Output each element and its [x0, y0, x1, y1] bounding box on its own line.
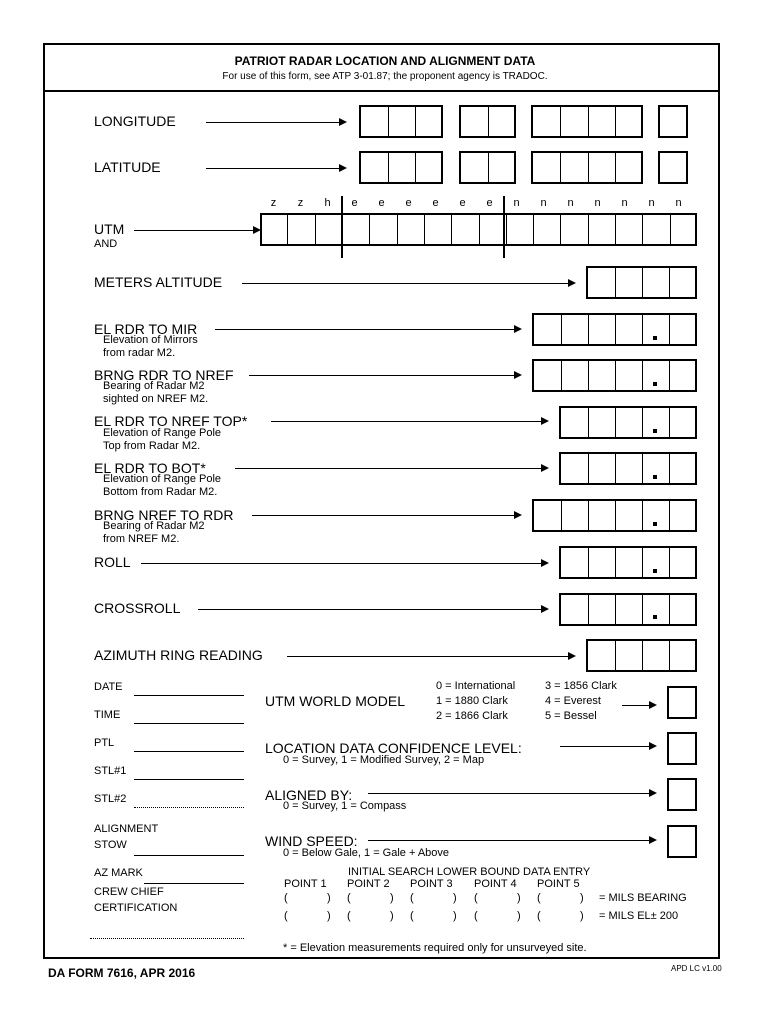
latitude-hemisphere-box[interactable]: [658, 151, 688, 184]
utm-entry-boxes[interactable]: [260, 213, 697, 246]
meters-altitude-arrow: [242, 283, 569, 284]
close-paren: ): [453, 910, 457, 922]
aligned-by-options: 0 = Survey, 1 = Compass: [283, 800, 407, 812]
utm-cell-divider: [479, 215, 480, 244]
el-rdr-bot-label: EL RDR TO BOT*: [94, 460, 206, 476]
decimal-point: [653, 569, 657, 573]
utm-cell-divider: [451, 215, 452, 244]
longitude-arrow: [206, 122, 340, 123]
el-rdr-mir-label: EL RDR TO MIR: [94, 321, 198, 337]
wind-speed-options: 0 = Below Gale, 1 = Gale + Above: [283, 847, 450, 859]
el-rdr-mir-desc: Elevation of Mirrors: [103, 334, 198, 346]
certification-label: CERTIFICATION: [94, 902, 178, 914]
brng-nref-rdr-desc: from NREF M2.: [103, 533, 180, 545]
utm-cell-divider: [588, 215, 589, 244]
close-paren: ): [453, 892, 457, 904]
open-paren: (: [537, 910, 541, 922]
utm-letter: z: [297, 197, 304, 209]
utm-letter: z: [270, 197, 277, 209]
utm-letter: n: [648, 197, 655, 209]
open-paren: (: [537, 892, 541, 904]
utm-letter: e: [405, 197, 412, 209]
search-point-header: POINT 4: [474, 878, 517, 890]
az-mark-label: AZ MARK: [94, 867, 143, 879]
confidence-arrow: [560, 746, 650, 747]
version-label: APD LC v1.00: [671, 964, 722, 973]
el-rdr-nref-top-arrow: [271, 421, 542, 422]
open-paren: (: [284, 910, 288, 922]
longitude-hemisphere-box[interactable]: [658, 105, 688, 138]
el-rdr-bot-boxes[interactable]: [559, 452, 697, 485]
utm-arrow: [134, 230, 254, 231]
close-paren: ): [580, 892, 584, 904]
header-separator: [43, 90, 720, 92]
date-line[interactable]: [134, 695, 244, 696]
utm-cell-divider: [369, 215, 370, 244]
aligned-by-box[interactable]: [667, 778, 697, 811]
utm-and-label: AND: [94, 238, 118, 250]
roll-arrow: [141, 563, 542, 564]
close-paren: ): [517, 910, 521, 922]
el-rdr-bot-desc: Bottom from Radar M2.: [103, 486, 218, 498]
form-id: DA FORM 7616, APR 2016: [48, 966, 196, 980]
crew-chief-signature-line[interactable]: [90, 938, 244, 939]
utm-letter: e: [378, 197, 385, 209]
close-paren: ): [327, 910, 331, 922]
utm-letter: n: [594, 197, 601, 209]
utm-cell-divider: [533, 215, 534, 244]
meters-altitude-label: METERS ALTITUDE: [94, 274, 223, 290]
confidence-box[interactable]: [667, 732, 697, 765]
roll-label: ROLL: [94, 554, 131, 570]
search-point-header: POINT 2: [347, 878, 390, 890]
meters-altitude-boxes[interactable]: [586, 266, 697, 299]
ptl-label: PTL: [94, 737, 115, 749]
brng-nref-rdr-arrow: [252, 515, 515, 516]
open-paren: (: [284, 892, 288, 904]
utm-letter: h: [324, 197, 331, 209]
longitude-label: LONGITUDE: [94, 113, 176, 129]
wind-speed-arrow: [368, 840, 650, 841]
utm-model-option: 0 = International: [436, 680, 516, 692]
search-point-header: POINT 5: [537, 878, 580, 890]
form-subtitle: For use of this form, see ATP 3-01.87; the proponent agency is TRADOC.: [222, 71, 548, 82]
decimal-point: [653, 429, 657, 433]
close-paren: ): [390, 892, 394, 904]
decimal-point: [653, 336, 657, 340]
utm-cell-divider: [506, 215, 507, 244]
az-mark-line[interactable]: [144, 883, 244, 884]
azimuth-boxes[interactable]: [586, 639, 697, 672]
time-line[interactable]: [134, 723, 244, 724]
search-point-header: POINT 3: [410, 878, 453, 890]
crossroll-boxes[interactable]: [559, 593, 697, 626]
utm-cell-divider: [397, 215, 398, 244]
ptl-line[interactable]: [134, 751, 244, 752]
open-paren: (: [474, 892, 478, 904]
utm-easting-divider: [503, 196, 505, 258]
close-paren: ): [517, 892, 521, 904]
latitude-seconds-boxes[interactable]: [531, 151, 643, 184]
crew-chief-label: CREW CHIEF: [94, 886, 164, 898]
latitude-degrees-boxes[interactable]: [359, 151, 443, 184]
utm-cell-divider: [615, 215, 616, 244]
utm-model-box[interactable]: [667, 686, 697, 719]
close-paren: ): [327, 892, 331, 904]
utm-model-option: 4 = Everest: [545, 695, 601, 707]
wind-speed-label: WIND SPEED:: [265, 833, 358, 849]
utm-model-option: 3 = 1856 Clark: [545, 680, 617, 692]
utm-cell-divider: [670, 215, 671, 244]
time-label: TIME: [94, 709, 121, 721]
crossroll-arrow: [198, 609, 542, 610]
utm-letter: n: [567, 197, 574, 209]
utm-zone-divider: [341, 196, 343, 258]
latitude-minutes-boxes[interactable]: [459, 151, 516, 184]
azimuth-arrow: [287, 656, 569, 657]
stl2-line[interactable]: [134, 807, 244, 808]
el-rdr-mir-arrow: [215, 329, 515, 330]
wind-speed-box[interactable]: [667, 825, 697, 858]
open-paren: (: [410, 892, 414, 904]
brng-rdr-nref-boxes[interactable]: [532, 359, 697, 392]
roll-boxes[interactable]: [559, 546, 697, 579]
el-rdr-mir-desc: from radar M2.: [103, 347, 176, 359]
el-rdr-nref-top-desc: Elevation of Range Pole: [103, 427, 222, 439]
decimal-point: [653, 475, 657, 479]
utm-label: UTM: [94, 221, 125, 237]
utm-model-option: 2 = 1866 Clark: [436, 710, 508, 722]
el-rdr-nref-top-boxes[interactable]: [559, 406, 697, 439]
utm-cell-divider: [642, 215, 643, 244]
open-paren: (: [410, 910, 414, 922]
footnote: * = Elevation measurements required only for unsurveyed site.: [283, 942, 587, 954]
stl2-label: STL#2: [94, 793, 127, 805]
el-rdr-nref-top-label: EL RDR TO NREF TOP*: [94, 413, 248, 429]
confidence-label: LOCATION DATA CONFIDENCE LEVEL:: [265, 740, 522, 756]
alignment-label: ALIGNMENT: [94, 823, 159, 835]
stow-label: STOW: [94, 839, 127, 851]
brng-rdr-nref-arrow: [249, 375, 515, 376]
brng-nref-rdr-boxes[interactable]: [532, 499, 697, 532]
mils-bearing-label: = MILS BEARING: [599, 892, 687, 904]
utm-letter: n: [675, 197, 682, 209]
utm-letter: n: [621, 197, 628, 209]
el-rdr-mir-boxes[interactable]: [532, 313, 697, 346]
el-rdr-nref-top-desc: Top from Radar M2.: [103, 440, 201, 452]
close-paren: ): [580, 910, 584, 922]
stl1-line[interactable]: [134, 779, 244, 780]
utm-model-option: 5 = Bessel: [545, 710, 597, 722]
utm-letter: e: [351, 197, 358, 209]
mils-el-label: = MILS EL± 200: [599, 910, 679, 922]
utm-cell-divider: [315, 215, 316, 244]
decimal-point: [653, 522, 657, 526]
utm-letter: n: [540, 197, 547, 209]
utm-cell-divider: [287, 215, 288, 244]
utm-model-arrow: [622, 705, 650, 706]
date-label: DATE: [94, 681, 123, 693]
open-paren: (: [347, 910, 351, 922]
alignment-stow-line[interactable]: [134, 855, 244, 856]
search-title: INITIAL SEARCH LOWER BOUND DATA ENTRY: [348, 866, 591, 878]
el-rdr-bot-arrow: [235, 468, 542, 469]
open-paren: (: [474, 910, 478, 922]
utm-letter: e: [486, 197, 493, 209]
brng-nref-rdr-label: BRNG NREF TO RDR: [94, 507, 234, 523]
brng-rdr-nref-desc: sighted on NREF M2.: [103, 393, 209, 405]
crossroll-label: CROSSROLL: [94, 600, 181, 616]
utm-model-option: 1 = 1880 Clark: [436, 695, 508, 707]
utm-model-label: UTM WORLD MODEL: [265, 693, 405, 709]
confidence-options: 0 = Survey, 1 = Modified Survey, 2 = Map: [283, 754, 485, 766]
azimuth-label: AZIMUTH RING READING: [94, 647, 263, 663]
aligned-by-label: ALIGNED BY:: [265, 787, 353, 803]
brng-rdr-nref-label: BRNG RDR TO NREF: [94, 367, 234, 383]
latitude-label: LATITUDE: [94, 159, 161, 175]
el-rdr-bot-desc: Elevation of Range Pole: [103, 473, 222, 485]
utm-cell-divider: [424, 215, 425, 244]
longitude-seconds-boxes[interactable]: [531, 105, 643, 138]
utm-letter: n: [513, 197, 520, 209]
longitude-degrees-boxes[interactable]: [359, 105, 443, 138]
aligned-by-arrow: [368, 793, 650, 794]
close-paren: ): [390, 910, 394, 922]
utm-letter: e: [432, 197, 439, 209]
decimal-point: [653, 382, 657, 386]
form-title: PATRIOT RADAR LOCATION AND ALIGNMENT DATA: [234, 54, 536, 68]
open-paren: (: [347, 892, 351, 904]
brng-nref-rdr-desc: Bearing of Radar M2: [103, 520, 205, 532]
stl1-label: STL#1: [94, 765, 127, 777]
utm-cell-divider: [560, 215, 561, 244]
search-point-header: POINT 1: [284, 878, 327, 890]
utm-letter: e: [459, 197, 466, 209]
decimal-point: [653, 615, 657, 619]
brng-rdr-nref-desc: Bearing of Radar M2: [103, 380, 205, 392]
longitude-minutes-boxes[interactable]: [459, 105, 516, 138]
latitude-arrow: [206, 168, 340, 169]
